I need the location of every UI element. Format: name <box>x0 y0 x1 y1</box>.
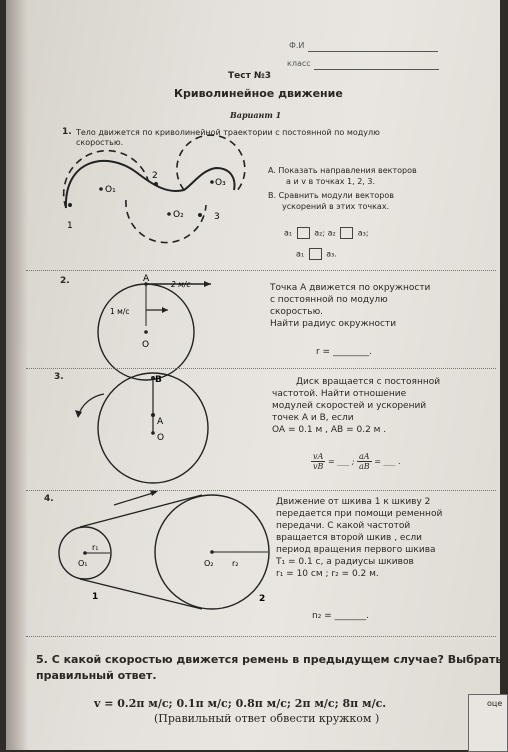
q3-ratio-formula <box>311 452 401 471</box>
q4-belt-bottom <box>80 579 202 609</box>
q2-text-line2: с постоянной по модулю <box>270 295 388 305</box>
q4-text-line2: передается при помощи ременной <box>276 509 443 519</box>
q1-text-line1: Тело движется по криволинейной траектории с постоянной по модулю <box>76 128 380 137</box>
q4-pulley2-label: 2 <box>259 594 266 604</box>
q3-text-line1: Диск вращается с постоянной <box>296 377 441 387</box>
q1-trajectory-diagram <box>64 135 245 242</box>
test-title: Тест №3 <box>228 71 272 81</box>
q2-speed-inner-label: 1 м/с <box>110 307 130 316</box>
q1-task-a-line2: a и v в точках 1, 2, 3. <box>286 177 375 186</box>
q4-label-r1: r₁ <box>92 543 99 552</box>
q1-number: 1. <box>62 127 72 137</box>
diagrams-layer <box>6 0 503 750</box>
q4-label-o1: O₁ <box>78 559 88 568</box>
q1-point-2 <box>154 182 158 186</box>
separator-4 <box>26 636 496 637</box>
q2-vector-a-arrowhead <box>204 281 211 287</box>
q1-center-o1 <box>99 187 103 191</box>
separator-2 <box>26 368 496 369</box>
q5-text-line1-body: С какой скоростью движется ремень в предыдущем случае? Выбрать <box>51 653 503 666</box>
q1-center-o2 <box>167 212 171 216</box>
q4-text-line6: T₁ = 0.1 с, а радиусы шкивов <box>276 557 414 567</box>
q2-vector-inner-arrowhead <box>162 307 168 313</box>
score-box <box>468 694 508 752</box>
q1-cmp-a1b: a₁ <box>296 249 305 259</box>
q1-cmp-box1[interactable] <box>297 227 310 239</box>
q3-point-a <box>151 413 155 417</box>
q3-label-b: B <box>155 375 162 385</box>
q2-speed-a-label: 2 м/с <box>171 280 191 289</box>
q3-text-line3: модулей скоростей и ускорений <box>272 401 427 411</box>
q4-center-o2 <box>210 550 214 554</box>
q3-ratio-a-blank[interactable]: = ___ . <box>374 457 401 466</box>
q1-task-b-line1: B. Сравнить модули векторов <box>268 191 394 200</box>
q4-label-o2: O₂ <box>204 559 214 568</box>
q1-center-o3 <box>210 180 214 184</box>
q1-label-point2: 2 <box>152 171 158 181</box>
q4-text-line3: передачи. С какой частотой <box>276 521 411 531</box>
q4-text-line7: r₁ = 10 см ; r₂ = 0.2 м. <box>276 569 379 579</box>
q1-cmp-a2b: a₂ <box>327 228 336 238</box>
variant-label: Вариант 1 <box>230 110 282 120</box>
q4-text-line1: Движение от шкива 1 к шкиву 2 <box>276 497 431 507</box>
q1-comparison-row2 <box>296 248 337 260</box>
q4-label-r2: r₂ <box>232 559 239 568</box>
q1-cmp-a2: a₂; <box>314 228 326 238</box>
q3-number: 3. <box>54 372 64 382</box>
q1-cmp-a3b: a₃. <box>326 249 337 259</box>
q1-text-line2: скоростью. <box>76 138 124 147</box>
q3-ratio-a-num: aA <box>357 452 372 462</box>
q2-text-line1: Точка A движется по окружности <box>270 283 431 293</box>
q4-text-line5: период вращения первого шкива <box>276 545 436 555</box>
q2-number: 2. <box>60 276 70 286</box>
q1-cmp-box3[interactable] <box>309 248 322 260</box>
q2-answer-field[interactable]: r = ________. <box>316 347 372 357</box>
q3-rotation-arrowhead <box>75 410 82 418</box>
q3-label-a: A <box>157 417 164 427</box>
q5-text-line2: правильный ответ. <box>36 669 157 682</box>
q4-pulley1-label: 1 <box>92 592 99 602</box>
q3-label-o: O <box>157 433 165 443</box>
q1-cmp-a1: a₁ <box>284 228 293 238</box>
q1-cmp-box2[interactable] <box>340 227 353 239</box>
q4-number: 4. <box>44 494 54 504</box>
q3-ratio-v-den: vB <box>313 462 324 471</box>
q3-center-dot <box>151 431 155 435</box>
q2-label-a: A <box>143 274 150 284</box>
q5-number: 5. <box>36 653 48 666</box>
q1-label-point1: 1 <box>67 221 73 231</box>
q5-options[interactable]: v = 0.2π м/с; 0.1π м/с; 0.8π м/с; 2π м/с; 8π м/с. <box>94 697 387 710</box>
separator-3 <box>26 490 496 491</box>
q4-belt-top <box>80 495 202 527</box>
q4-center-o1 <box>83 551 87 555</box>
q3-text-line5: OA = 0.1 м , AB = 0.2 м . <box>272 425 387 435</box>
q4-belt-direction-arrow <box>114 492 156 505</box>
q4-pulleys-diagram <box>59 490 269 609</box>
class-label: класс <box>287 59 311 68</box>
q1-label-o2: O₂ <box>173 210 184 220</box>
score-label: оце <box>487 699 503 708</box>
q5-text-line1 <box>36 652 502 668</box>
q2-text-line4: Найти радиус окружности <box>270 319 397 329</box>
q1-label-point3: 3 <box>214 212 220 222</box>
q2-center-dot <box>144 330 148 334</box>
q1-comparison-row1 <box>284 227 369 239</box>
test-sheet <box>6 0 503 750</box>
q3-ratio-v-blank[interactable]: = ___ ; <box>327 457 357 466</box>
q1-trajectory-solid <box>66 161 235 208</box>
q1-label-o3: O₃ <box>215 178 226 188</box>
q1-label-o1: O₁ <box>105 185 116 195</box>
topic-title: Криволинейное движение <box>174 87 343 100</box>
separator-1 <box>26 270 496 271</box>
q2-circle-diagram <box>98 274 211 380</box>
q5-note: (Правильный ответ обвести кружком ) <box>154 712 380 725</box>
q3-text-line2: частотой. Найти отношение <box>272 389 407 399</box>
q3-text-line4: точек A и B, если <box>272 413 354 423</box>
q2-label-o: O <box>142 340 150 350</box>
q3-disk-diagram <box>75 373 208 483</box>
q1-circle-o2-dashed <box>126 200 206 243</box>
q1-point-1 <box>68 203 72 207</box>
q1-cmp-a3: a₃; <box>357 228 369 238</box>
fio-label: Ф.И <box>289 41 305 50</box>
q3-ratio-a-den: aB <box>358 462 370 471</box>
q4-answer-field[interactable]: n₂ = _______. <box>312 611 369 621</box>
q3-ratio-v-num: vA <box>311 452 325 462</box>
q4-text-line4: вращается второй шкив , если <box>276 533 423 543</box>
q1-task-a-line1: A. Показать направления векторов <box>268 166 417 175</box>
q2-text-line3: скоростью. <box>270 307 324 317</box>
q1-task-b-line2: ускорений в этих точках. <box>282 202 390 211</box>
q1-circle-o1-dashed <box>64 151 148 208</box>
q1-point-3 <box>198 213 202 217</box>
